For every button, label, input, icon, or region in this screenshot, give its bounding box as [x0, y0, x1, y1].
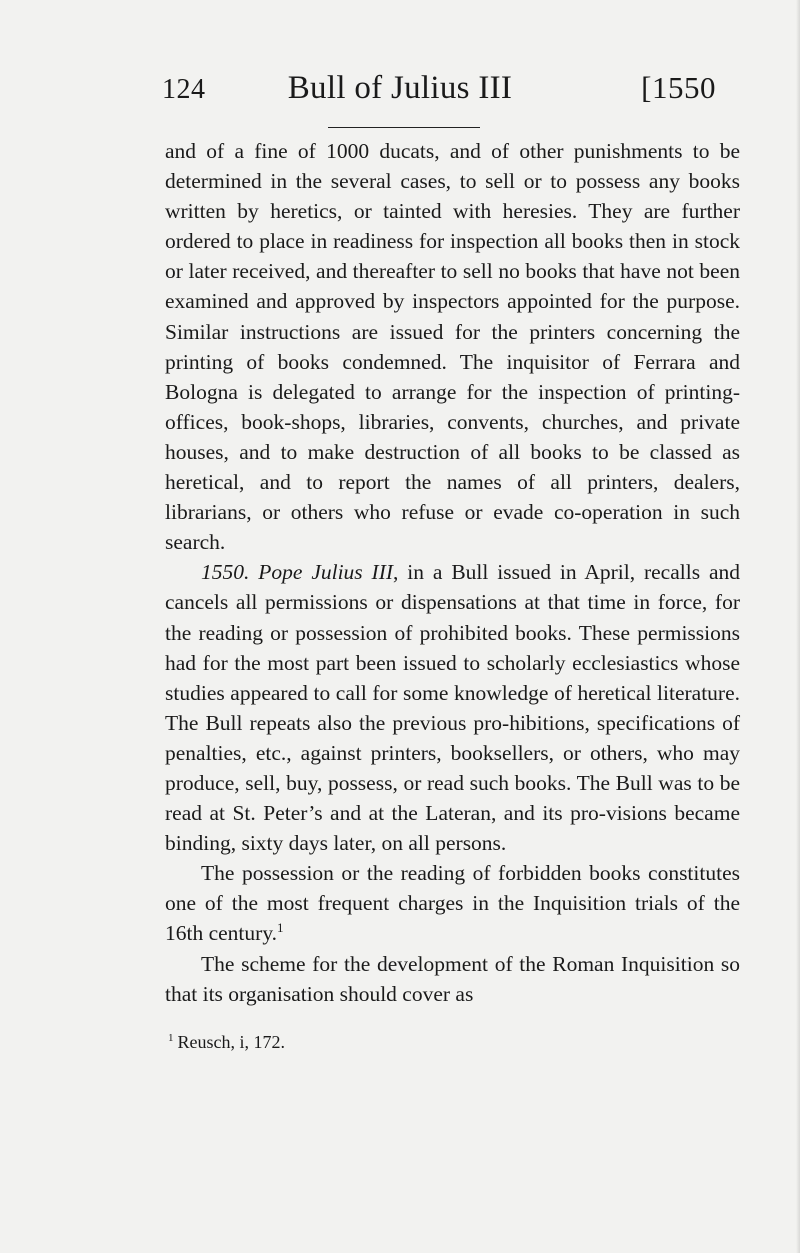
page-number: 124: [162, 74, 206, 105]
footnote-reference: 1: [277, 920, 284, 936]
paragraph-1: and of a fine of 1000 ducats, and of other punishments to be determined in the several cases, to sell or to possess any books written by heretics, or tainted with heresies. They are further ordered to place in readiness for inspection all books then in stock or later received, and thereafter to sell no books that have not been examined and approved by inspectors appointed for the purpose. Similar instructions are issued for the printers concerning the printing of books condemned. The inquisitor of Ferrara and Bologna is delegated to arrange for the inspection of printing-offices, book-shops, libraries, convents, churches, and private houses, and to make destruction of all books to be classed as heretical, and to report the names of all printers, dealers, librarians, or others who refuse or evade co-operation in such search.: [165, 139, 740, 555]
paragraph-3: [165, 858, 740, 948]
running-head: [0, 70, 800, 114]
running-year: [1550: [641, 70, 716, 105]
body-text: [165, 136, 740, 1009]
paragraph-2: [165, 557, 740, 858]
paragraph-4: The scheme for the development of the Roman Inquisition so that its organisation should cover as: [165, 951, 740, 1006]
paragraph-2-lead: 1550. Pope Julius III: [201, 560, 394, 585]
footnote-marker: 1: [168, 1032, 174, 1044]
footnote-text: Reusch, i, 172.: [177, 1032, 285, 1052]
paragraph-3-text: The possession or the reading of forbidden books constitutes one of the most frequent charges in the Inquisition trials of the 16th century.: [165, 861, 740, 946]
footnote: [168, 1032, 285, 1053]
header-rule: [328, 127, 480, 128]
running-title: Bull of Julius III: [287, 70, 513, 106]
paragraph-2-text: , in a Bull issued in April, recalls and cancels all permissions or dispensations at that time in force, for the reading or possession of prohibited books. These permissions had for the most part been issued to scholarly ecclesiastics whose studies appeared to call for some knowledge of heretical literature. The Bull repeats also the previous pro-hibitions, specifications of penalties, etc., against printers, booksellers, or others, who may produce, sell, buy, possess, or read such books. The Bull was to be read at St. Peter’s and at the Lateran, and its pro-visions became binding, sixty days later, on all persons.: [165, 560, 740, 856]
page-edge: [796, 0, 800, 1253]
